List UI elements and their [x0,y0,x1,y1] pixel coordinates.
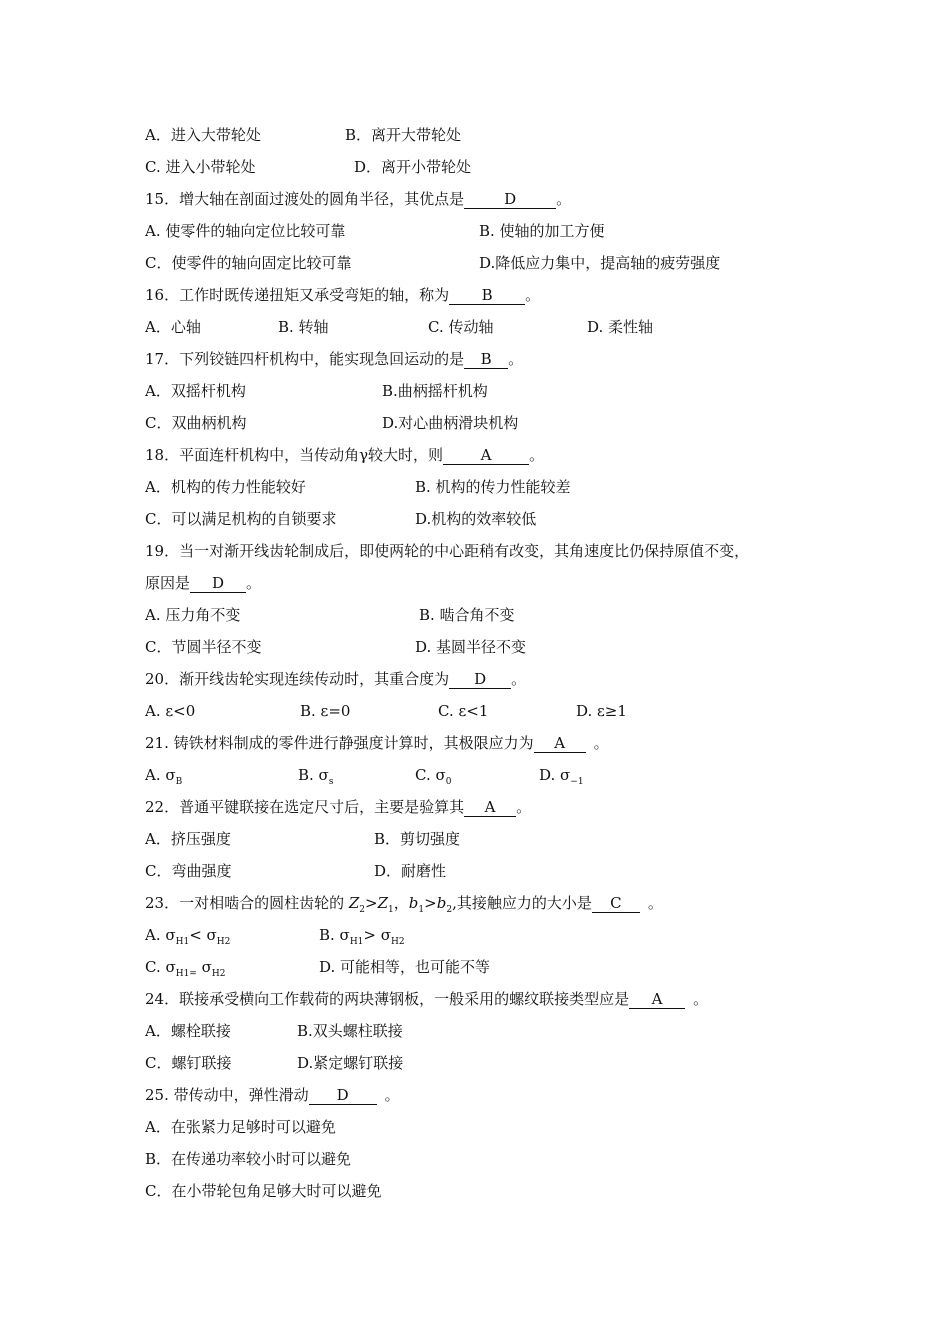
option-a: A．心轴 [145,318,201,336]
z1-symbol: Z [377,894,389,912]
question-end: 。 [556,190,572,208]
option-a: A. 使零件的轴向定位比较可靠 [145,222,346,240]
answer-blank: D [449,670,511,689]
question-stem: 20．渐开线齿轮实现连续传动时，其重合度为 [145,670,450,688]
question-stem: 21. 铸铁材料制成的零件进行静强度计算时，其极限应力为 [145,734,534,752]
answer-blank: D [309,1086,377,1105]
option-c: C．螺钉联接 [145,1054,232,1072]
option-d: D. 基圆半径不变 [415,638,527,656]
option-c: C. 进入小带轮处 [145,158,256,176]
question-16 [145,284,540,306]
answer-blank: B [449,286,525,305]
option-c: C．在小带轮包角足够大时可以避免 [145,1182,382,1200]
option-b: B. 机构的传力性能较差 [415,478,571,496]
option-a: A. $\sigma_{H1}< \sigma_{H2}$ [145,926,231,947]
question-end: 。 [246,574,262,592]
question-stem: 原因是 [145,574,191,592]
option-d: D.机构的效率较低 [415,510,537,528]
answer-blank: A [534,734,586,753]
answer-blank: A [443,446,529,465]
answer-blank: A [629,990,685,1009]
question-20 [145,668,526,690]
question-end: 。 [508,350,524,368]
question-stem: 16．工作时既传递扭矩又承受弯矩的轴，称为 [145,286,450,304]
option-a: A. 压力角不变 [145,606,241,624]
question-stem: 19．当一对渐开线齿轮制成后，即使两轮的中心距稍有改变，其角速度比仍保持原值不变， [145,542,750,560]
option-c: C. $\sigma_{H1=}$ $\sigma_{H2}$ [145,958,226,979]
option-a: A. ε<0 [145,702,196,720]
option-a: A．双摇杆机构 [145,382,246,400]
option-b: B．剪切强度 [374,830,461,848]
option-b: B. 使轴的加工方便 [479,222,605,240]
question-stem: 17．下列铰链四杆机构中，能实现急回运动的是 [145,350,465,368]
question-stem: 18．平面连杆机构中，当传动角γ较大时，则 [145,446,444,464]
option-c: C．使零件的轴向固定比较可靠 [145,254,352,272]
question-end: 。 [693,990,709,1008]
question-stem: 22．普通平键联接在选定尺寸后，主要是验算其 [145,798,465,816]
question-24 [145,988,708,1010]
option-a: A. $\sigma_B$ [145,766,183,787]
answer-blank: D [464,190,556,209]
option-d: D.对心曲柄滑块机构 [382,414,519,432]
question-end: 。 [384,1086,400,1104]
option-c: C．节圆半径不变 [145,638,262,656]
option-b: B. 转轴 [278,318,329,336]
option-d: D. 可能相等，也可能不等 [319,958,491,976]
option-d: D. ε≥1 [576,702,627,720]
option-a: A．进入大带轮处 [145,126,261,144]
question-stem: 23．一对相啮合的圆柱齿轮的 [145,894,349,912]
b2-symbol: b [436,894,447,912]
question-22 [145,796,531,818]
option-b: B．在传递功率较小时可以避免 [145,1150,352,1168]
question-stem-tail: ,其接触应力的大小是 [452,894,592,912]
option-b: B. $\sigma_{H1}> \sigma_{H2}$ [319,926,405,947]
option-b: B．离开大带轮处 [345,126,462,144]
answer-blank: D [190,574,246,593]
option-d: D．离开小带轮处 [354,158,472,176]
question-18 [145,444,544,466]
question-stem: 25. 带传动中，弹性滑动 [145,1086,309,1104]
question-end: 。 [525,286,541,304]
question-end: 。 [647,894,663,912]
option-d: D. $\sigma_{-1}$ [539,766,584,787]
option-c: C．弯曲强度 [145,862,232,880]
option-b: B. $\sigma_s$ [298,766,334,787]
option-a: A．在张紧力足够时可以避免 [145,1118,336,1136]
question-17 [145,348,523,370]
question-stem: 24．联接承受横向工作载荷的两块薄钢板，一般采用的螺纹联接类型应是 [145,990,630,1008]
option-b: B. ε=0 [300,702,351,720]
option-a: A．挤压强度 [145,830,231,848]
question-stem: 15．增大轴在剖面过渡处的圆角半径，其优点是 [145,190,465,208]
option-d: D．耐磨性 [374,862,447,880]
option-d: D.降低应力集中，提高轴的疲劳强度 [479,254,721,272]
question-25 [145,1084,400,1106]
option-c: C. 传动轴 [428,318,494,336]
answer-blank: A [464,798,516,817]
option-c: C. ε<1 [438,702,489,720]
question-15 [145,188,571,210]
option-b: B.曲柄摇杆机构 [382,382,488,400]
question-end: 。 [529,446,545,464]
question-19-continued [145,572,261,594]
option-c: C. $\sigma_0$ [415,766,452,787]
question-21 [145,732,609,754]
question-19 [145,540,749,562]
question-end: 。 [516,798,532,816]
question-23: 23．一对相啮合的圆柱齿轮的 $Z_2>Z_1$，$b_1>b_2$,其接触应力的大小是 C 。 [145,894,663,915]
question-end: 。 [593,734,609,752]
question-end: 。 [511,670,527,688]
option-a: A．螺栓联接 [145,1022,231,1040]
option-b: B.双头螺柱联接 [297,1022,403,1040]
answer-blank: C [592,894,640,913]
option-d: D.紧定螺钉联接 [297,1054,404,1072]
option-a: A．机构的传力性能较好 [145,478,306,496]
option-d: D. 柔性轴 [587,318,654,336]
option-c: C．可以满足机构的自锁要求 [145,510,337,528]
b1-symbol: b [408,894,419,912]
option-c: C．双曲柄机构 [145,414,247,432]
answer-blank: B [464,350,508,369]
z2-symbol: Z [348,894,360,912]
option-b: B. 啮合角不变 [419,606,515,624]
